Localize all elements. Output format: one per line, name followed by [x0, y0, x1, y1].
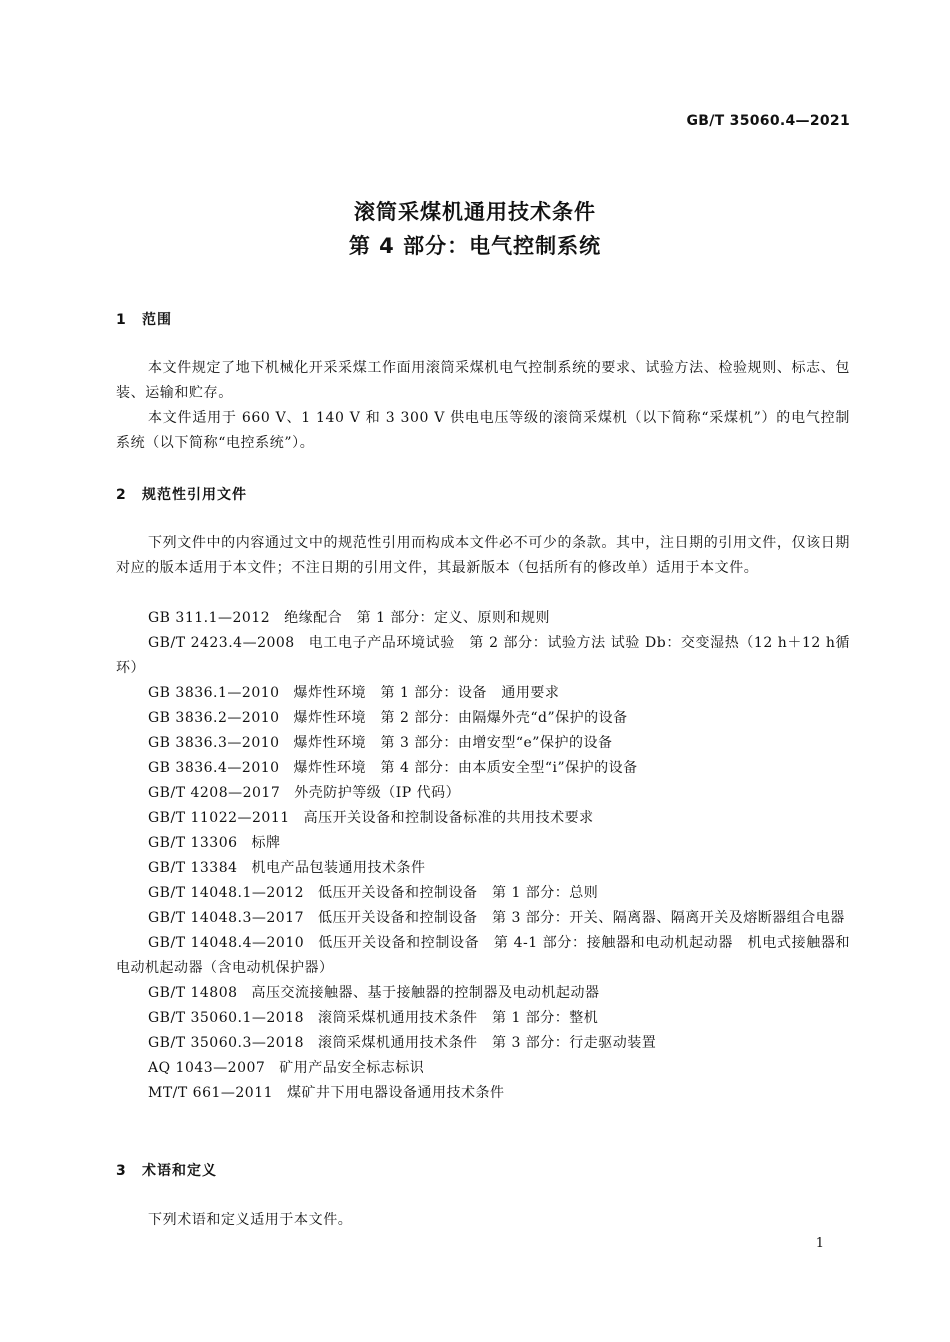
- reference-title: 矿用产品安全标志标识: [279, 1060, 425, 1076]
- reference-code: GB/T 2423.4—2008: [148, 635, 295, 651]
- reference-title: 绝缘配合 第 1 部分：定义、原则和规则: [284, 610, 550, 626]
- reference-item: [116, 706, 850, 731]
- section-heading-normative-references: [116, 484, 247, 504]
- document-title: 滚筒采煤机通用技术条件: [354, 200, 596, 224]
- reference-title: 标牌: [251, 835, 281, 851]
- reference-item: [116, 1056, 850, 1081]
- reference-title: 外壳防护等级（IP 代码）: [294, 785, 461, 801]
- page-number: 1: [815, 1236, 824, 1251]
- reference-code: GB/T 4208—2017: [148, 785, 281, 801]
- section-title: 规范性引用文件: [142, 487, 247, 503]
- section-number: 2: [116, 487, 127, 503]
- reference-title: 爆炸性环境 第 2 部分：由隔爆外壳“d”保护的设备: [293, 710, 628, 726]
- section-number: 1: [116, 312, 127, 328]
- reference-title: 低压开关设备和控制设备 第 3 部分：开关、隔离器、隔离开关及熔断器组合电器: [318, 910, 845, 926]
- reference-code: GB 3836.3—2010: [148, 735, 280, 751]
- reference-code: GB/T 11022—2011: [148, 810, 290, 826]
- reference-item: [116, 606, 850, 631]
- reference-item: [116, 781, 850, 806]
- document-subtitle: 第 4 部分：电气控制系统: [348, 234, 602, 258]
- standard-code: GB/T 35060.4—2021: [686, 113, 850, 129]
- reference-code: GB 3836.2—2010: [148, 710, 280, 726]
- reference-code: GB/T 14048.3—2017: [148, 910, 304, 926]
- reference-code: GB/T 14808: [148, 985, 238, 1001]
- reference-title: 爆炸性环境 第 4 部分：由本质安全型“i”保护的设备: [293, 760, 638, 776]
- section-heading-terms-definitions: [116, 1160, 217, 1180]
- reference-title: 低压开关设备和控制设备 第 4-1 部分：接触器和电动机起动器 机电式接触器和电动机起动器（含电动机保护器）: [116, 935, 850, 976]
- reference-code: GB/T 14048.1—2012: [148, 885, 304, 901]
- reference-item: [116, 681, 850, 706]
- reference-title: 煤矿井下用电器设备通用技术条件: [287, 1085, 505, 1101]
- scope-paragraph-1: 本文件规定了地下机械化开采采煤工作面用滚筒采煤机电气控制系统的要求、试验方法、检验规则、标志、包装、运输和贮存。: [116, 360, 850, 401]
- scope-paragraph-2: 本文件适用于 660 V、1 140 V 和 3 300 V 供电电压等级的滚筒采煤机（以下简称“采煤机”）的电气控制系统（以下简称“电控系统”）。: [116, 410, 850, 451]
- reference-title: 滚筒采煤机通用技术条件 第 3 部分：行走驱动装置: [318, 1035, 657, 1051]
- reference-code: GB/T 13306: [148, 835, 238, 851]
- reference-title: 爆炸性环境 第 3 部分：由增安型“e”保护的设备: [293, 735, 613, 751]
- references-intro-paragraph: 下列文件中的内容通过文中的规范性引用而构成本文件必不可少的条款。其中，注日期的引用文件，仅该日期对应的版本适用于本文件；不注日期的引用文件，其最新版本（包括所有的修改单）适用于本文件。: [116, 535, 850, 576]
- section-title: 范围: [142, 312, 172, 328]
- reference-code: GB 311.1—2012: [148, 610, 271, 626]
- reference-item: [116, 1031, 850, 1056]
- reference-item: [116, 906, 850, 931]
- reference-item: [116, 881, 850, 906]
- section-heading-scope: [116, 309, 172, 329]
- reference-list: [116, 606, 850, 1106]
- reference-code: MT/T 661—2011: [148, 1085, 274, 1101]
- reference-code: GB/T 13384: [148, 860, 238, 876]
- reference-item: [116, 756, 850, 781]
- section-number: 3: [116, 1163, 127, 1179]
- reference-item: [116, 1081, 850, 1106]
- reference-code: GB 3836.4—2010: [148, 760, 280, 776]
- section-title: 术语和定义: [142, 1163, 217, 1179]
- reference-title: 爆炸性环境 第 1 部分：设备 通用要求: [293, 685, 560, 701]
- reference-item: [116, 731, 850, 756]
- terms-intro-paragraph: 下列术语和定义适用于本文件。: [148, 1212, 353, 1228]
- reference-title: 机电产品包装通用技术条件: [251, 860, 426, 876]
- reference-title: 滚筒采煤机通用技术条件 第 1 部分：整机: [318, 1010, 599, 1026]
- reference-title: 高压开关设备和控制设备标准的共用技术要求: [303, 810, 594, 826]
- reference-title: 电工电子产品环境试验 第 2 部分：试验方法 试验 Db：交变湿热（12 h＋12 h循环）: [116, 635, 850, 676]
- reference-code: GB/T 35060.1—2018: [148, 1010, 304, 1026]
- reference-item: [116, 806, 850, 831]
- reference-item: [116, 931, 850, 981]
- reference-item: [116, 981, 850, 1006]
- reference-item: [116, 856, 850, 881]
- reference-code: GB/T 14048.4—2010: [148, 935, 305, 951]
- reference-code: AQ 1043—2007: [148, 1060, 266, 1076]
- reference-code: GB/T 35060.3—2018: [148, 1035, 304, 1051]
- reference-item: [116, 631, 850, 681]
- reference-code: GB 3836.1—2010: [148, 685, 280, 701]
- reference-item: [116, 1006, 850, 1031]
- reference-title: 高压交流接触器、基于接触器的控制器及电动机起动器: [251, 985, 600, 1001]
- reference-title: 低压开关设备和控制设备 第 1 部分：总则: [318, 885, 599, 901]
- reference-item: [116, 831, 850, 856]
